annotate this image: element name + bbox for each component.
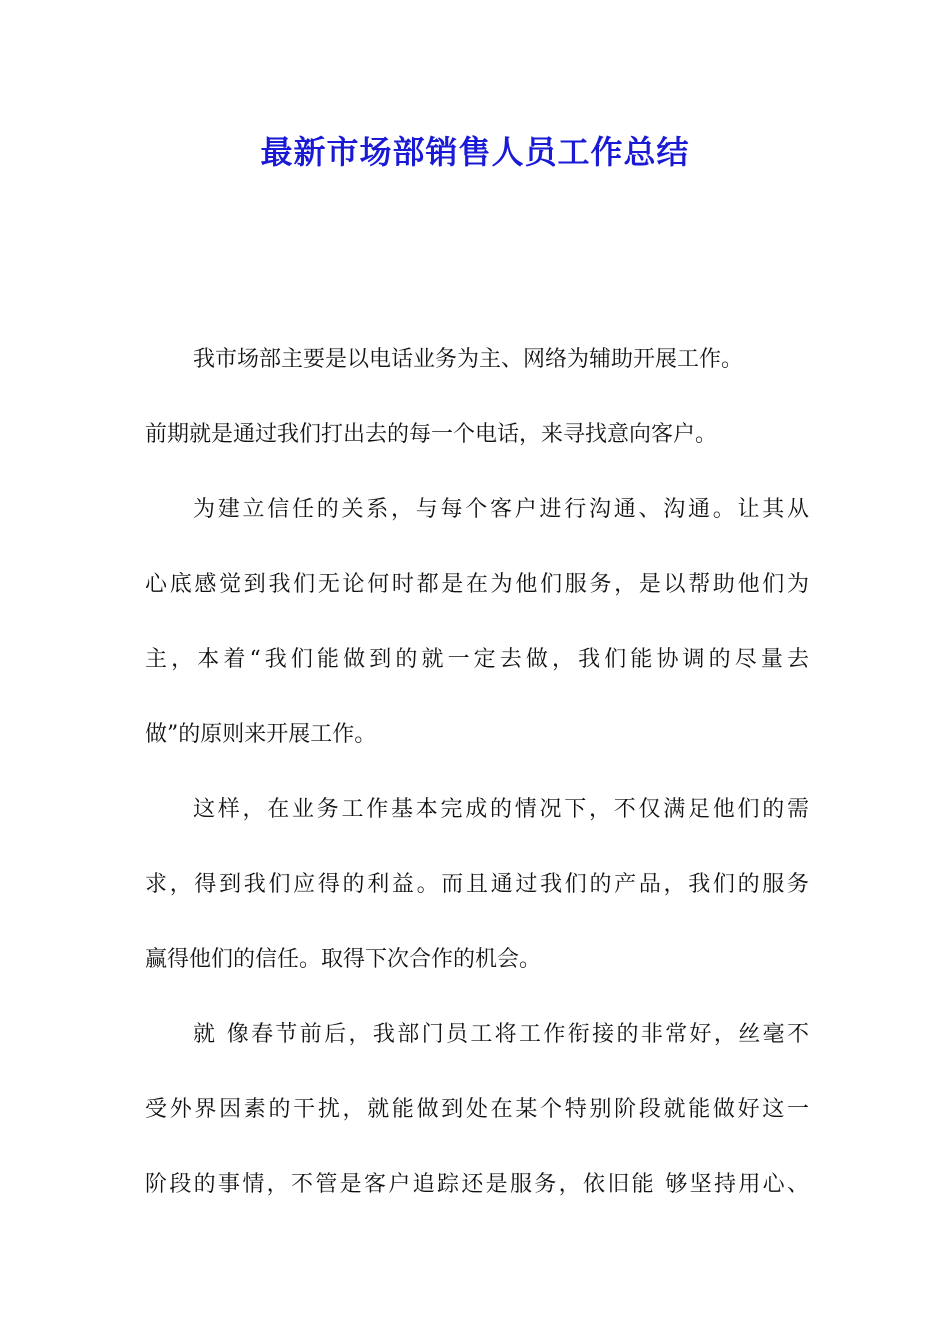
- paragraph-1-line-1: 我市场部主要是以电话业务为主、网络为辅助开展工作。: [193, 347, 744, 372]
- paragraph-3-line-2: 求，得到我们应得的利益。而且通过我们的产品，我们的服务: [145, 872, 809, 897]
- paragraph-2-line-3: 主，本着“我们能做到的就一定去做，我们能协调的尽量去: [145, 647, 809, 672]
- paragraph-4-line-1: 就 像春节前后，我部门员工将工作衔接的非常好，丝毫不: [193, 1022, 809, 1047]
- paragraph-4-line-2: 受外界因素的干扰，就能做到处在某个特别阶段就能做好这一: [145, 1097, 809, 1122]
- paragraph-2-line-4: 做”的原则来开展工作。: [145, 722, 377, 747]
- paragraph-2-line-1: 为建立信任的关系，与每个客户进行沟通、沟通。让其从: [193, 497, 809, 522]
- paragraph-3-line-1: 这样，在业务工作基本完成的情况下，不仅满足他们的需: [193, 797, 809, 822]
- paragraph-1-line-2: 前期就是通过我们打出去的每一个电话，来寻找意向客户。: [145, 422, 718, 447]
- paragraph-2-line-2: 心底感觉到我们无论何时都是在为他们服务，是以帮助他们为: [145, 572, 809, 597]
- paragraph-3-line-3: 赢得他们的信任。取得下次合作的机会。: [145, 947, 542, 972]
- document-title: 最新市场部销售人员工作总结: [260, 133, 690, 171]
- document-body: [145, 338, 809, 1238]
- paragraph-4-line-3: 阶段的事情，不管是客户追踪还是服务，依旧能 够坚持用心、: [145, 1172, 809, 1197]
